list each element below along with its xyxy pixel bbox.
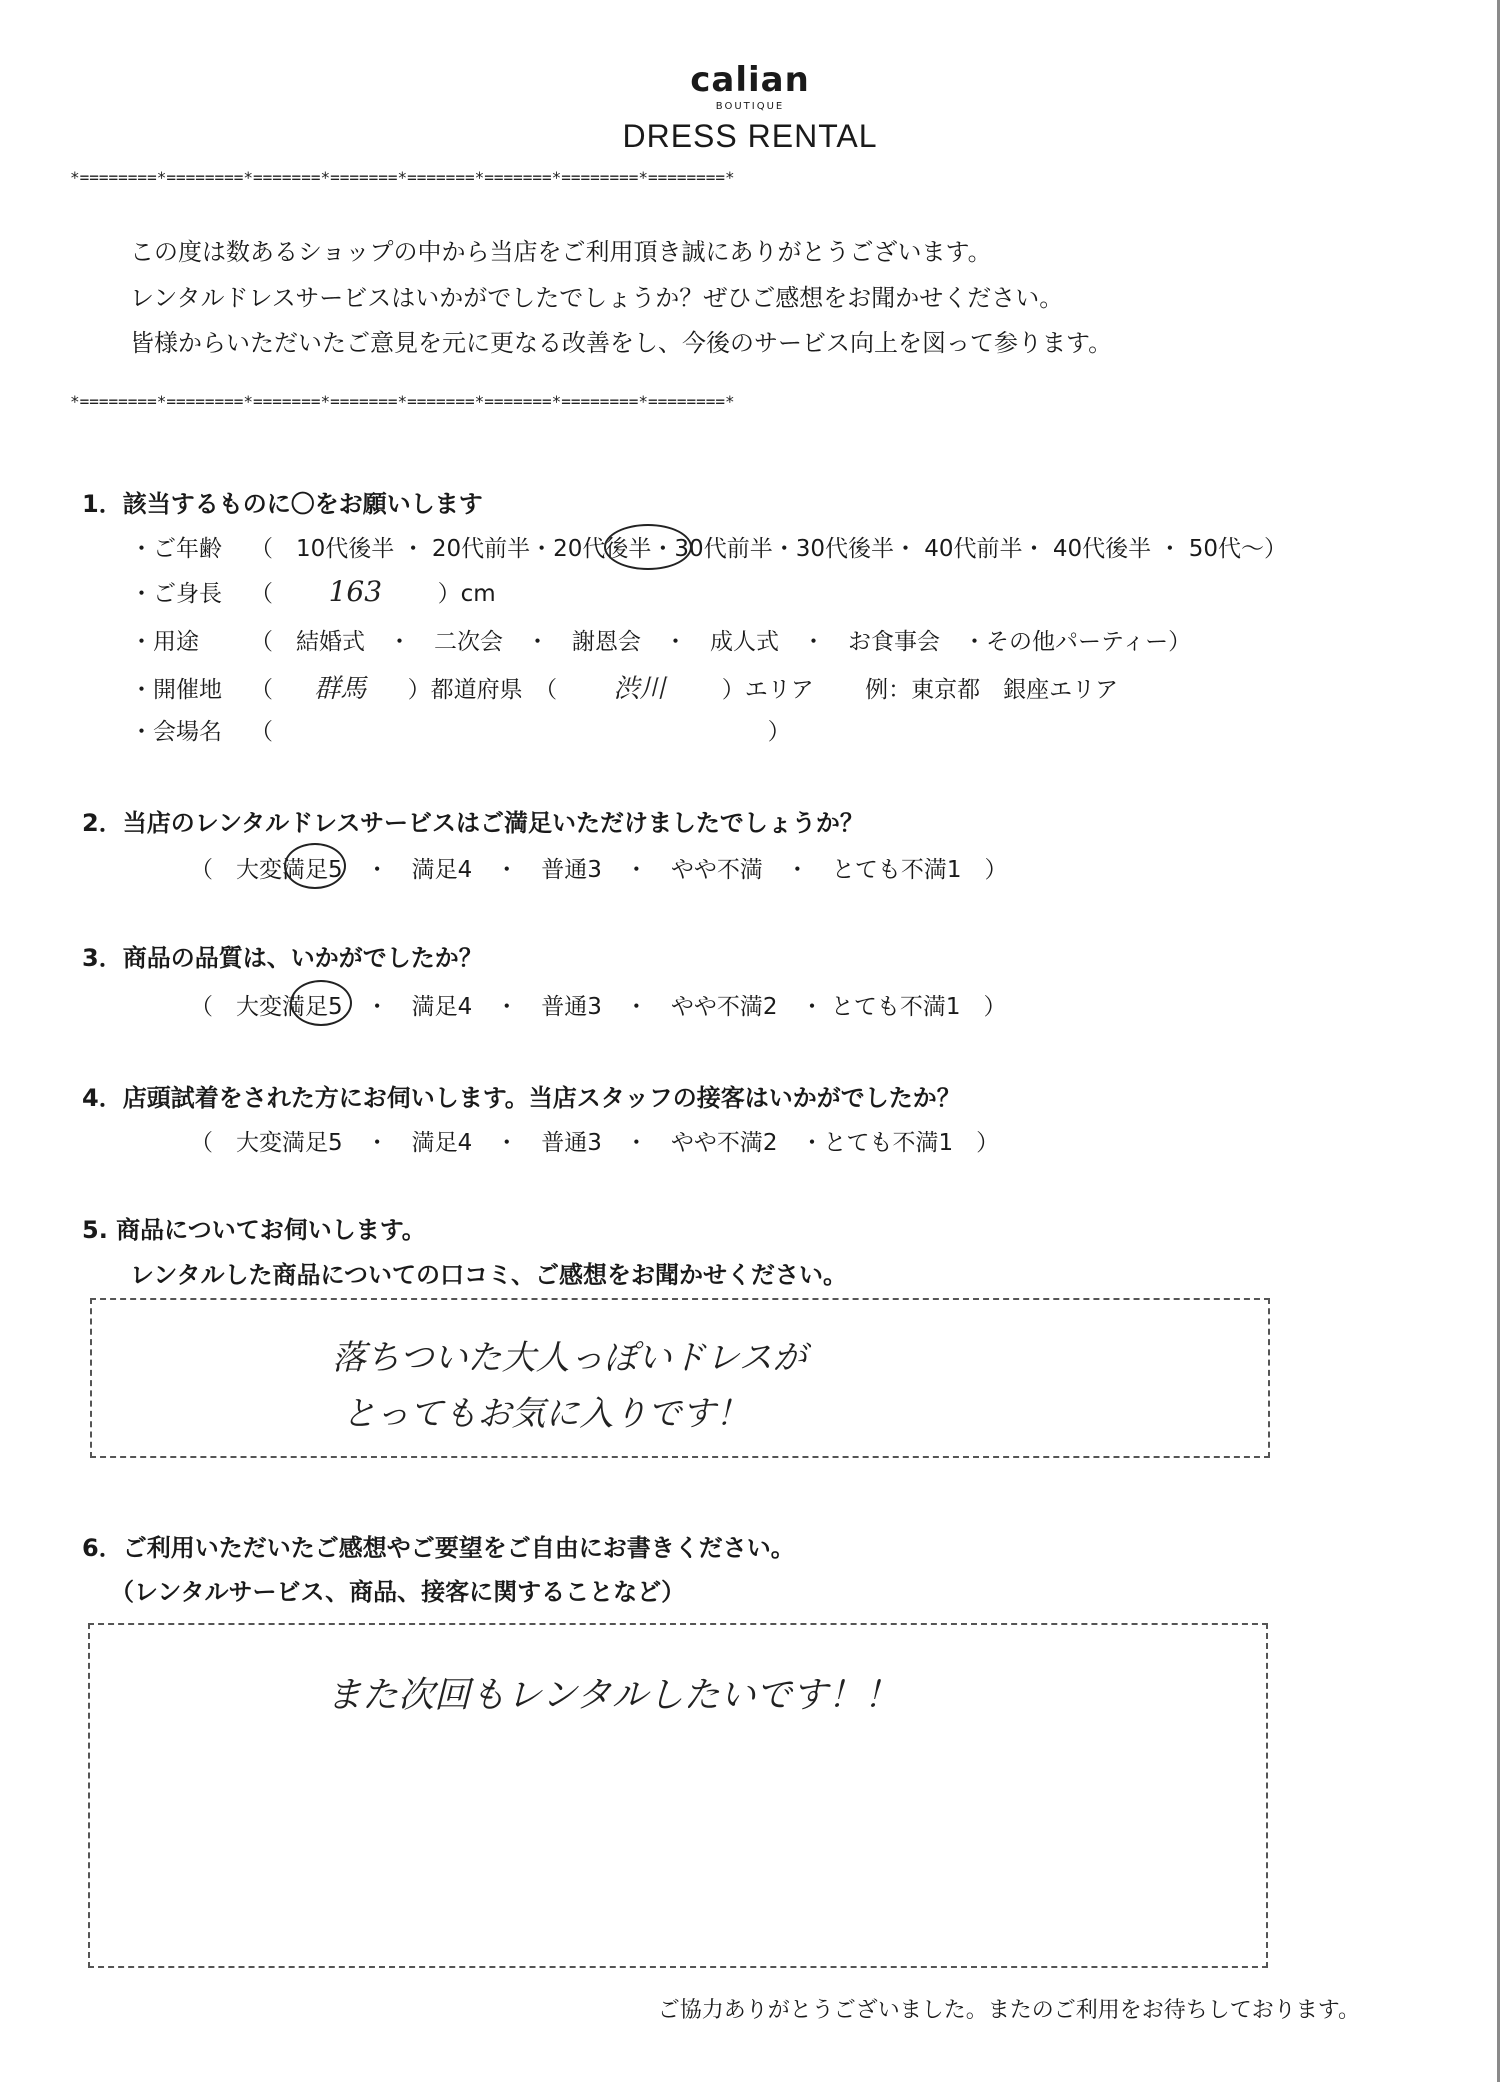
closing-message: ご協力ありがとうございました。またのご利用をお待ちしております。 [657,1998,1360,2023]
divider-top: *========*========*=======*=======*=======*=======*========*========* [70,168,735,187]
q1-purpose-row [130,623,1191,656]
q1-age-row [130,530,1287,563]
purpose-label: ・用途 [130,629,199,655]
hall-label: ・会場名 [130,719,222,745]
area-suffix: ）エリア [721,677,814,703]
venue-open: （ [250,677,273,703]
q3-selected-circle [290,980,352,1026]
purpose-options[interactable]: （ 結婚式 ・ 二次会 ・ 謝恩会 ・ 成人式 ・ お食事会 ・その他パーティー） [250,629,1192,655]
q5-subtitle: レンタルした商品についての口コミ、ご感想をお聞かせください。 [130,1261,847,1289]
intro-line-2: レンタルドレスサービスはいかがでしたでしょうか？ぜひご感想をお聞かせください。 [130,284,1064,312]
age-options[interactable]: （ 10代後半 ・ 20代前半・20代後半・30代前半・30代後半・ 40代前半・ 40代後半 ・ 50代～） [250,536,1287,562]
brand-logo: calian [690,60,810,100]
q6-answer: また次回もレンタルしたいです！！ [326,1675,900,1716]
area-value[interactable]: 渋川 [613,674,666,704]
q5-title: 5. 商品についてお伺いします。 [82,1216,426,1244]
q3-title: 3．商品の品質は、いかがでしたか？ [82,944,483,972]
q6-title: 6．ご利用いただいたご感想やご要望をご自由にお書きください。 [82,1534,795,1562]
q4-title: 4．店頭試着をされた方にお伺いします。当店スタッフの接客はいかがでしたか？ [82,1084,961,1112]
hall-open: （ [250,719,273,745]
venue-label: ・開催地 [130,677,222,703]
q1-height-row [130,575,496,608]
venue-example: 例：東京都 銀座エリア [865,677,1119,703]
q1-hall-row [130,713,791,746]
q2-options[interactable]: （ 大変満足5 ・ 満足4 ・ 普通3 ・ やや不満 ・ とても不満1 ） [190,857,1008,883]
q5-answer-line-2: とってもお気に入りです！ [342,1394,750,1434]
page-title: DRESS RENTAL [622,118,878,154]
q4-options[interactable]: （ 大変満足5 ・ 満足4 ・ 普通3 ・ やや不満2 ・とても不満1 ） [190,1130,1000,1156]
age-selected-circle [604,524,692,570]
hall-close: ） [767,719,791,745]
intro-line-3: 皆様からいただいたご意見を元に更なる改善をし、今後のサービス向上を図って参ります。 [130,329,1113,357]
q6-answer-box[interactable] [88,1623,1268,1968]
q5-answer-line-1: 落ちついた大人っぽいドレスが [332,1338,807,1378]
q2-selected-circle [284,843,346,889]
q3-options[interactable]: （ 大変満足5 ・ 満足4 ・ 普通3 ・ やや不満2 ・ とても不満1 ） [190,994,1007,1020]
divider-bottom: *========*========*=======*=======*=======*=======*========*========* [70,392,735,411]
height-value[interactable]: 163 [328,575,383,608]
q6-subtitle: （レンタルサービス、商品、接客に関することなど） [110,1578,686,1606]
age-label: ・ご年齢 [130,536,222,562]
brand-sub: BOUTIQUE [715,101,785,112]
prefecture-value[interactable]: 群馬 [314,674,367,704]
q2-title: 2．当店のレンタルドレスサービスはご満足いただけましたでしょうか？ [82,809,864,837]
intro-line-1: この度は数あるショップの中から当店をご利用頂き誠にありがとうございます。 [130,238,992,266]
height-label: ・ご身長 [130,581,222,607]
q5-answer-box[interactable] [90,1298,1270,1458]
height-open: （ [250,581,273,607]
q1-venue-row [130,668,1118,705]
height-close: ）cm [437,581,496,607]
pref-suffix: ）都道府県 （ [407,677,558,703]
q1-title: 1．該当するものに〇をお願いします [82,490,483,518]
